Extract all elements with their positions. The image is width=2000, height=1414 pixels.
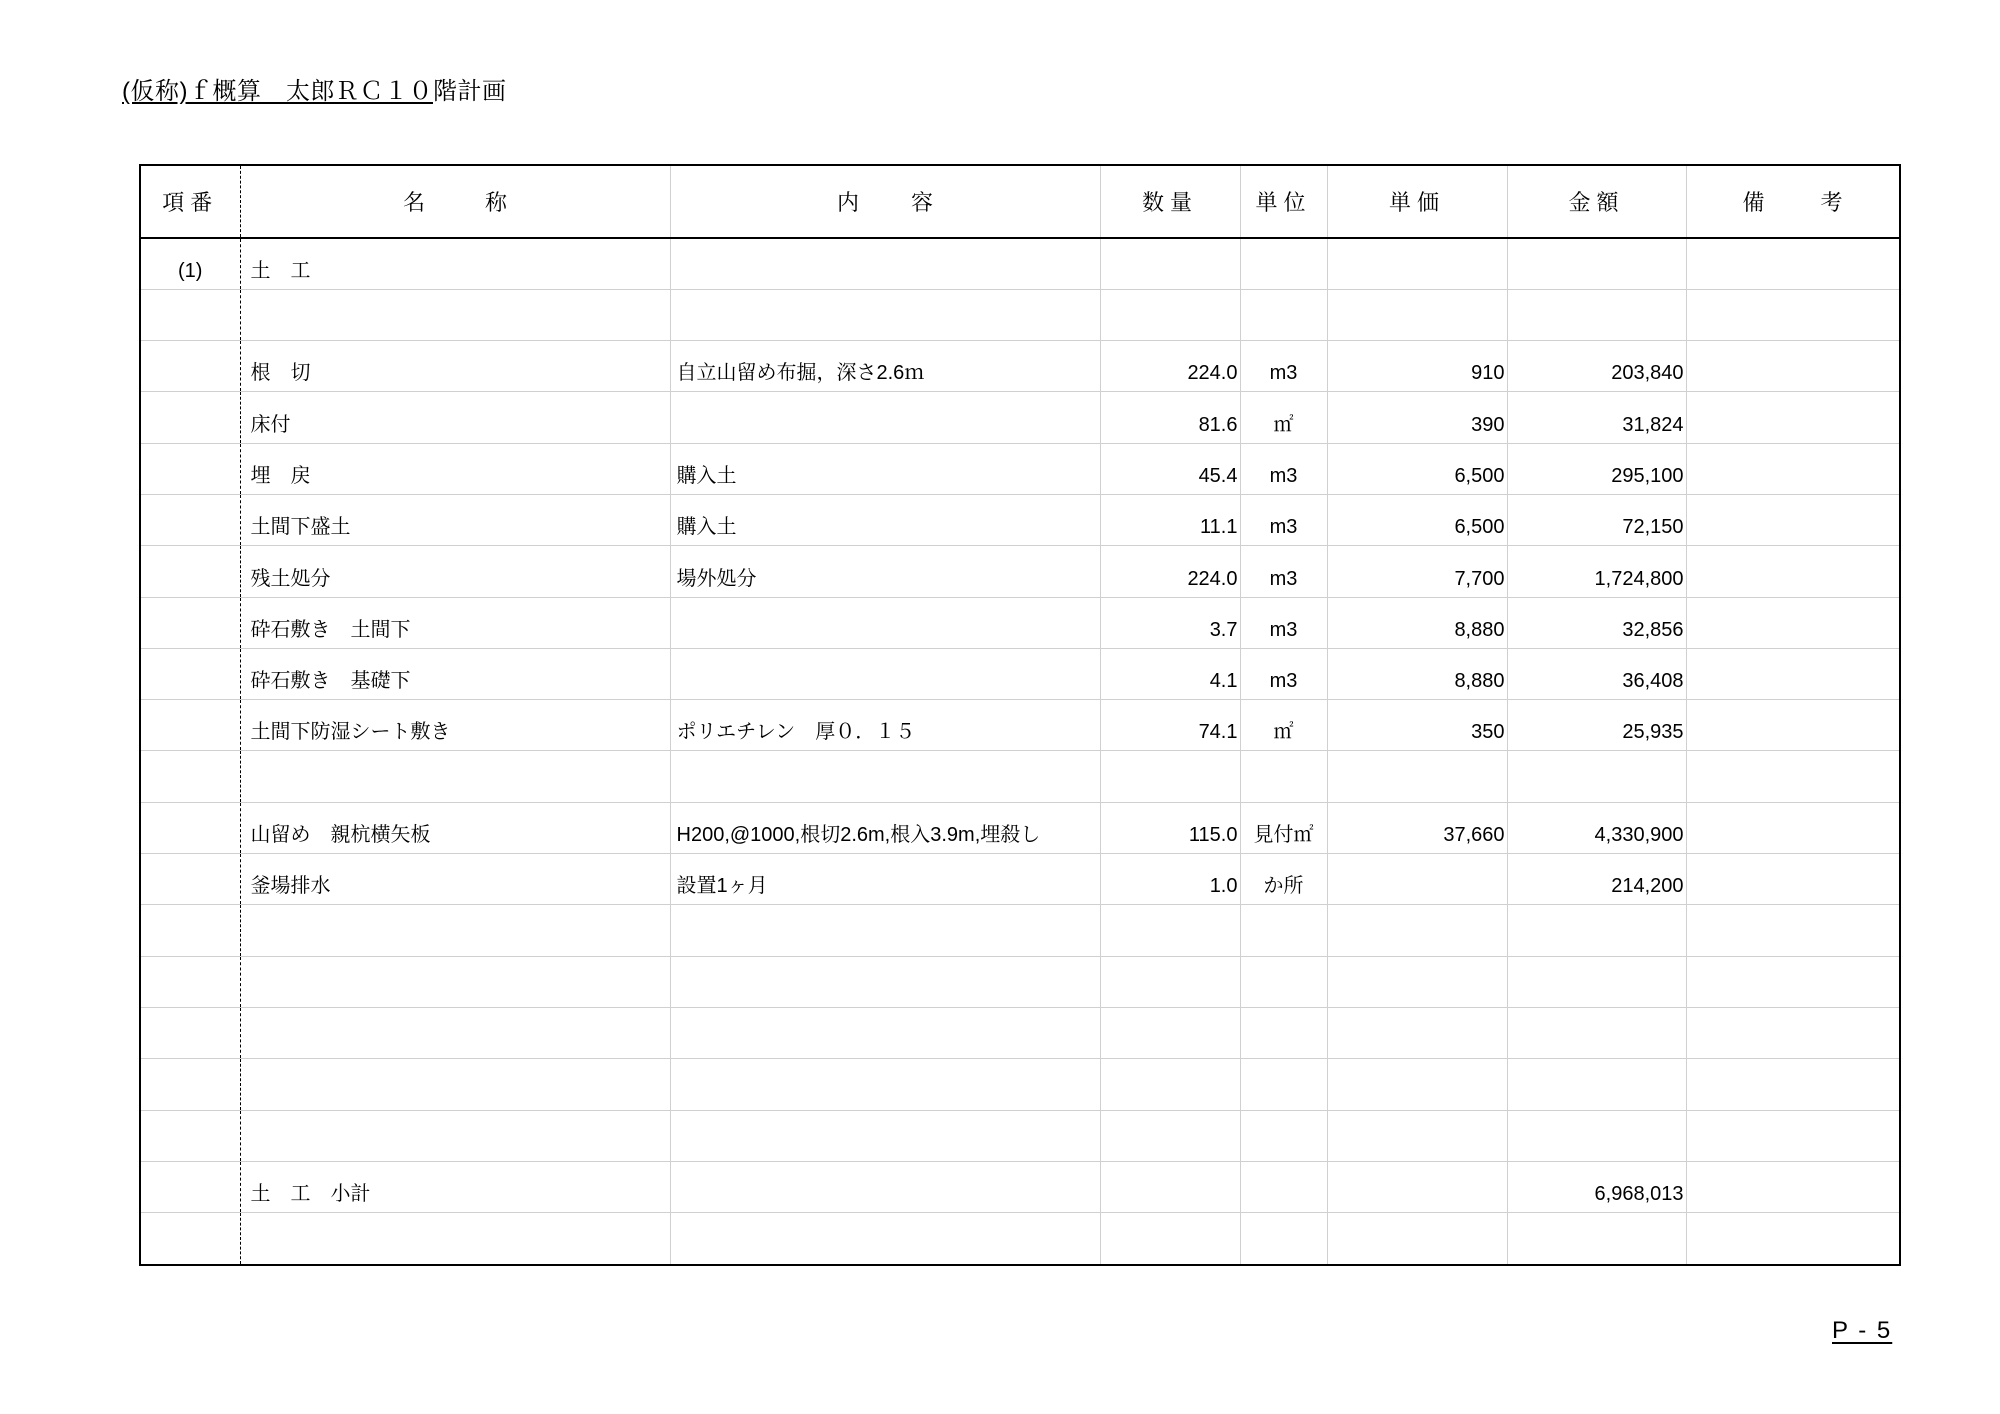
cell-unit-price: 910 — [1327, 341, 1507, 392]
cell-note — [1686, 597, 1899, 648]
cell-note — [1686, 1059, 1899, 1110]
cell-detail — [670, 1007, 1100, 1058]
estimate-sheet — [139, 164, 1901, 1266]
cell-unit — [1240, 238, 1327, 289]
cell-detail — [670, 392, 1100, 443]
table-row — [141, 854, 1899, 905]
cell-qty — [1100, 1059, 1240, 1110]
document-title-rest: 階計画 — [432, 78, 507, 105]
cell-unit — [1240, 905, 1327, 956]
table-row — [141, 751, 1899, 802]
cell-unit — [1240, 1007, 1327, 1058]
cell-note — [1686, 546, 1899, 597]
cell-qty: 11.1 — [1100, 494, 1240, 545]
cell-name: 土間下防湿シート敷き — [240, 700, 670, 751]
cell-no — [141, 443, 240, 494]
cell-detail: 場外処分 — [670, 546, 1100, 597]
cell-unit-price: 7,700 — [1327, 546, 1507, 597]
cell-unit: m3 — [1240, 546, 1327, 597]
cell-name: 山留め 親杭横矢板 — [240, 802, 670, 853]
cell-detail — [670, 597, 1100, 648]
page-number: P - 5 — [1832, 1317, 1893, 1344]
cell-amount — [1507, 751, 1686, 802]
cell-name: 釜場排水 — [240, 854, 670, 905]
cell-unit-price — [1327, 1059, 1507, 1110]
table-row — [141, 700, 1899, 751]
cell-name: 砕石敷き 土間下 — [240, 597, 670, 648]
cell-detail: 設置1ヶ月 — [670, 854, 1100, 905]
cell-unit-price — [1327, 1110, 1507, 1161]
cell-amount: 6,968,013 — [1507, 1161, 1686, 1212]
cell-amount: 72,150 — [1507, 494, 1686, 545]
cell-no — [141, 546, 240, 597]
cell-no — [141, 751, 240, 802]
cell-unit — [1240, 289, 1327, 340]
cell-note — [1686, 289, 1899, 340]
cell-note — [1686, 751, 1899, 802]
cell-qty: 224.0 — [1100, 341, 1240, 392]
cell-unit: か所 — [1240, 854, 1327, 905]
table-row — [141, 341, 1899, 392]
table-body — [141, 238, 1899, 1264]
cell-name: 砕石敷き 基礎下 — [240, 648, 670, 699]
cell-no — [141, 392, 240, 443]
cell-unit-price: 6,500 — [1327, 494, 1507, 545]
cell-no — [141, 494, 240, 545]
cell-unit-price: 8,880 — [1327, 597, 1507, 648]
cell-qty — [1100, 238, 1240, 289]
cell-unit: ㎡ — [1240, 700, 1327, 751]
cell-qty: 45.4 — [1100, 443, 1240, 494]
col-header-note: 備考 — [1686, 166, 1899, 238]
cell-amount — [1507, 905, 1686, 956]
cell-detail — [670, 648, 1100, 699]
cell-amount: 203,840 — [1507, 341, 1686, 392]
cell-amount — [1507, 1007, 1686, 1058]
cell-amount: 25,935 — [1507, 700, 1686, 751]
cell-no — [141, 700, 240, 751]
cell-no — [141, 1110, 240, 1161]
cell-name — [240, 956, 670, 1007]
cell-no — [141, 341, 240, 392]
cell-qty: 74.1 — [1100, 700, 1240, 751]
cell-name — [240, 1059, 670, 1110]
cell-note — [1686, 494, 1899, 545]
cell-name: 埋 戻 — [240, 443, 670, 494]
cell-unit-price: 6,500 — [1327, 443, 1507, 494]
cell-qty: 4.1 — [1100, 648, 1240, 699]
cell-qty — [1100, 905, 1240, 956]
cell-qty — [1100, 751, 1240, 802]
cell-note — [1686, 392, 1899, 443]
cell-amount: 295,100 — [1507, 443, 1686, 494]
table-row — [141, 905, 1899, 956]
cell-unit — [1240, 751, 1327, 802]
cell-no — [141, 648, 240, 699]
cell-detail — [670, 905, 1100, 956]
cell-qty — [1100, 289, 1240, 340]
table-row — [141, 392, 1899, 443]
cell-detail: 自立山留め布掘，深さ2.6ｍ — [670, 341, 1100, 392]
cell-note — [1686, 648, 1899, 699]
cell-name — [240, 1007, 670, 1058]
cell-amount — [1507, 1213, 1686, 1264]
cell-no: (1) — [178, 259, 203, 282]
cell-note — [1686, 1110, 1899, 1161]
cell-amount: 214,200 — [1507, 854, 1686, 905]
cell-detail: H200,@1000,根切2.6m,根入3.9m,埋殺し — [670, 802, 1100, 853]
cell-name — [240, 905, 670, 956]
cell-amount: 1,724,800 — [1507, 546, 1686, 597]
col-header-qty: 数量 — [1100, 166, 1240, 238]
cell-no — [141, 1161, 240, 1212]
cell-name — [240, 289, 670, 340]
cell-unit: m3 — [1240, 341, 1327, 392]
cell-detail — [670, 751, 1100, 802]
col-header-unit: 単位 — [1240, 166, 1327, 238]
cell-qty: 3.7 — [1100, 597, 1240, 648]
cell-note — [1686, 802, 1899, 853]
cell-qty — [1100, 1213, 1240, 1264]
cell-note — [1686, 905, 1899, 956]
cell-qty: 81.6 — [1100, 392, 1240, 443]
table-row — [141, 494, 1899, 545]
cell-note — [1686, 1161, 1899, 1212]
cell-unit: ㎡ — [1240, 392, 1327, 443]
cell-no — [141, 854, 240, 905]
cell-unit — [1240, 1213, 1327, 1264]
cell-no — [141, 289, 240, 340]
cell-no — [141, 1213, 240, 1264]
cell-name: 土 工 小計 — [240, 1161, 670, 1212]
cell-unit: 見付㎡ — [1240, 802, 1327, 853]
cell-unit-price: 37,660 — [1327, 802, 1507, 853]
cell-unit — [1240, 1110, 1327, 1161]
estimate-table — [141, 166, 1899, 1264]
cell-note — [1686, 238, 1899, 289]
cell-unit — [1240, 956, 1327, 1007]
table-row — [141, 1110, 1899, 1161]
col-header-unit-price: 単価 — [1327, 166, 1507, 238]
table-row — [141, 597, 1899, 648]
cell-unit-price: 390 — [1327, 392, 1507, 443]
cell-amount: 31,824 — [1507, 392, 1686, 443]
cell-name — [240, 1213, 670, 1264]
cell-note — [1686, 956, 1899, 1007]
cell-amount — [1507, 1059, 1686, 1110]
col-header-no: 項番 — [141, 166, 240, 238]
cell-unit-price — [1327, 1213, 1507, 1264]
cell-unit: m3 — [1240, 597, 1327, 648]
cell-unit-price — [1327, 751, 1507, 802]
cell-detail — [670, 1059, 1100, 1110]
cell-unit-price — [1327, 956, 1507, 1007]
cell-detail — [670, 238, 1100, 289]
cell-name: 床付 — [240, 392, 670, 443]
cell-note — [1686, 1007, 1899, 1058]
cell-qty: 1.0 — [1100, 854, 1240, 905]
cell-amount: 4,330,900 — [1507, 802, 1686, 853]
cell-detail — [670, 1161, 1100, 1212]
cell-unit-price — [1327, 238, 1507, 289]
cell-detail: ポリエチレン 厚０．１５ — [670, 700, 1100, 751]
document-title — [122, 76, 506, 108]
cell-note — [1686, 443, 1899, 494]
cell-note — [1686, 854, 1899, 905]
cell-note — [1686, 700, 1899, 751]
table-row — [141, 238, 1899, 289]
cell-unit-price — [1327, 1161, 1507, 1212]
cell-qty: 115.0 — [1100, 802, 1240, 853]
cell-no — [141, 1007, 240, 1058]
cell-name: 土間下盛土 — [240, 494, 670, 545]
table-row — [141, 1059, 1899, 1110]
table-row — [141, 546, 1899, 597]
cell-amount: 36,408 — [1507, 648, 1686, 699]
col-header-detail: 内容 — [670, 166, 1100, 238]
cell-no — [141, 905, 240, 956]
cell-no — [141, 597, 240, 648]
cell-amount — [1507, 289, 1686, 340]
cell-name: 残土処分 — [240, 546, 670, 597]
table-header-row — [141, 166, 1899, 238]
cell-note — [1686, 341, 1899, 392]
col-header-name: 名称 — [240, 166, 670, 238]
cell-unit-price — [1327, 854, 1507, 905]
cell-no — [141, 1059, 240, 1110]
cell-unit-price — [1327, 289, 1507, 340]
cell-amount: 32,856 — [1507, 597, 1686, 648]
cell-detail: 購入土 — [670, 494, 1100, 545]
cell-no — [141, 802, 240, 853]
cell-unit-price — [1327, 1007, 1507, 1058]
cell-qty — [1100, 956, 1240, 1007]
cell-unit: m3 — [1240, 443, 1327, 494]
cell-unit: m3 — [1240, 494, 1327, 545]
table-row — [141, 289, 1899, 340]
cell-qty — [1100, 1161, 1240, 1212]
cell-unit-price: 350 — [1327, 700, 1507, 751]
cell-amount — [1507, 238, 1686, 289]
table-row — [141, 956, 1899, 1007]
document-title-underlined: (仮称)ｆ概算 太郎ＲＣ１０ — [122, 78, 433, 105]
table-row — [141, 648, 1899, 699]
cell-name: 土 工 — [240, 238, 670, 289]
table-row — [141, 1161, 1899, 1212]
cell-unit — [1240, 1161, 1327, 1212]
cell-detail — [670, 956, 1100, 1007]
cell-qty — [1100, 1110, 1240, 1161]
cell-detail: 購入土 — [670, 443, 1100, 494]
cell-qty — [1100, 1007, 1240, 1058]
table-row — [141, 1213, 1899, 1264]
cell-no — [141, 956, 240, 1007]
cell-detail — [670, 1110, 1100, 1161]
table-row — [141, 443, 1899, 494]
cell-unit: m3 — [1240, 648, 1327, 699]
cell-amount — [1507, 956, 1686, 1007]
cell-unit-price: 8,880 — [1327, 648, 1507, 699]
cell-name: 根 切 — [240, 341, 670, 392]
cell-detail — [670, 289, 1100, 340]
cell-note — [1686, 1213, 1899, 1264]
cell-amount — [1507, 1110, 1686, 1161]
cell-name — [240, 1110, 670, 1161]
cell-unit-price — [1327, 905, 1507, 956]
cell-name — [240, 751, 670, 802]
table-row — [141, 1007, 1899, 1058]
cell-unit — [1240, 1059, 1327, 1110]
col-header-amount: 金額 — [1507, 166, 1686, 238]
table-row — [141, 802, 1899, 853]
cell-detail — [670, 1213, 1100, 1264]
cell-qty: 224.0 — [1100, 546, 1240, 597]
